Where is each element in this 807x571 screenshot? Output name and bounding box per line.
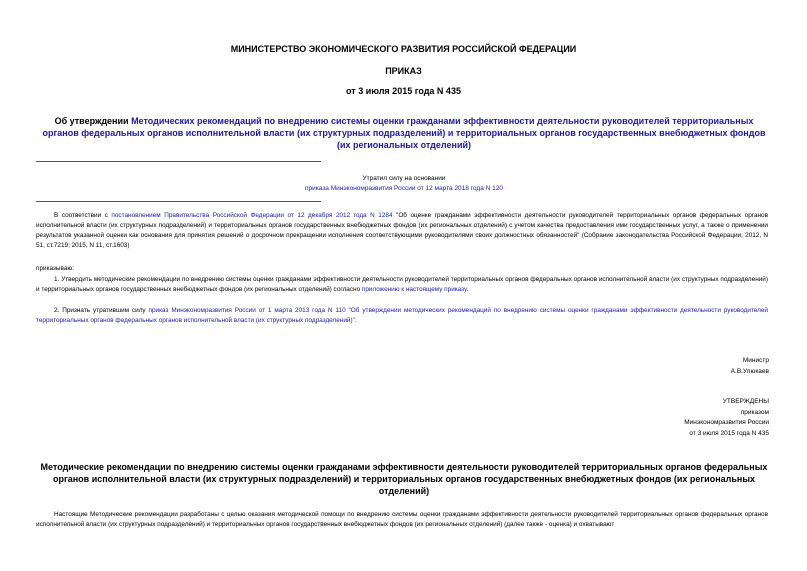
signature-name: А.В.Улюкаев [730, 367, 769, 375]
preamble-text: "Об оценке гражданами эффективности деятельности руководителей территориальных органов федеральных органов исполнительной власти (их структурных подразделений) и территориальных органов государственных внебюджетных фондов (их региональных отделений) с учетом качества предоставления ими государственных услуг, а также о применении результатов указанной оценки как основания для принятия решений о досрочном прекращении исполнения соответствующими руководителями своих должностных обязанностей" (Собрание законодательства Российской Федерации, 2012, N 51, ст.7219; 2015, N 11, ст.1603) [36, 212, 768, 249]
separator-line-top [36, 161, 321, 162]
resolution-link[interactable]: постановлением Правительства Российской Федерации от 12 декабря 2012 года N 1284 [111, 212, 393, 219]
appendix-intro [36, 510, 768, 530]
item2-prefix: 2. Признать утратившим силу [54, 307, 149, 314]
approval-line-2: приказом [740, 408, 769, 416]
signature-block [731, 356, 769, 377]
order-item-2 [36, 306, 768, 326]
preamble-paragraph [36, 211, 768, 251]
approval-line-3: Минэкономразвития России [684, 419, 769, 426]
item1-text: 1. Утвердить методические рекомендации по внедрению системы оценки гражданами эффективности деятельности руководителей территориальных органов федеральных органов исполнительной власти (их структурных подразделений) и территориальных органов государственных внебюджетных фондов (их региональных отделений) согласно [36, 276, 768, 293]
appendix-intro-text: Настоящие Методические рекомендации разработаны с целью оказания методической помощи по внедрению системы оценки гражданами эффективности деятельности руководителей территориальных органов федеральных органов исполнительной власти (их структурных подразделений) и территориальных органов государственных внебюджетных фондов (их региональных отделений) (далее также - оценка) и охватывают [36, 511, 768, 528]
repealed-order-link[interactable]: приказ Минэкономразвития России от 1 марта 2013 года N 110 "Об утверждении методических рекомендаций по внедрению системы оценки гражданами эффективности деятельности руководителей территориальных органов федеральных органов исполнительной власти (их структурных подразделений)" [36, 307, 768, 324]
orders-line: приказываю: [36, 265, 74, 272]
doc-date-heading: от 3 июля 2015 года N 435 [346, 86, 461, 96]
appendix-title: Методические рекомендации по внедрению системы оценки гражданами эффективности деятельности руководителей территориальных органов федеральных органов исполнительной власти (их структурных подразделений) и территориальных органов государственных внебюджетных фондов (их региональных отделений) [40, 462, 768, 496]
status-link[interactable]: приказа Минэкономразвития России от 12 марта 2018 года N 120 [305, 185, 503, 192]
title-link[interactable]: Методических рекомендаций по внедрению системы оценки гражданами эффективности деятельности руководителей территориальных органов федеральных органов исполнительной власти (их структурных подразделений) и территориальных органов государственных внебюджетных фондов (их региональных отделений) [42, 116, 766, 150]
title-prefix: Об утверждении [54, 116, 132, 126]
preamble-prefix: В соответствии с [54, 212, 112, 219]
signature-position: Министр [742, 357, 769, 364]
doc-type-heading: ПРИКАЗ [385, 66, 422, 76]
ministry-heading: МИНИСТЕРСТВО ЭКОНОМИЧЕСКОГО РАЗВИТИЯ РОССИЙСКОЙ ФЕДЕРАЦИИ [230, 44, 577, 54]
approval-block [684, 397, 769, 439]
appendix-link[interactable]: приложению к настоящему приказу [361, 286, 467, 293]
item2-end: . [354, 317, 357, 324]
status-note: Утратил силу на основании [362, 175, 446, 182]
separator-line-bottom [36, 201, 321, 202]
status-link-line [36, 184, 772, 194]
approval-line-1: УТВЕРЖДЕНЫ [722, 398, 769, 405]
document-title [36, 115, 772, 151]
approval-line-4: от 3 июля 2015 года N 435 [689, 429, 769, 437]
order-item-1 [36, 275, 768, 295]
item1-end: . [466, 286, 469, 293]
